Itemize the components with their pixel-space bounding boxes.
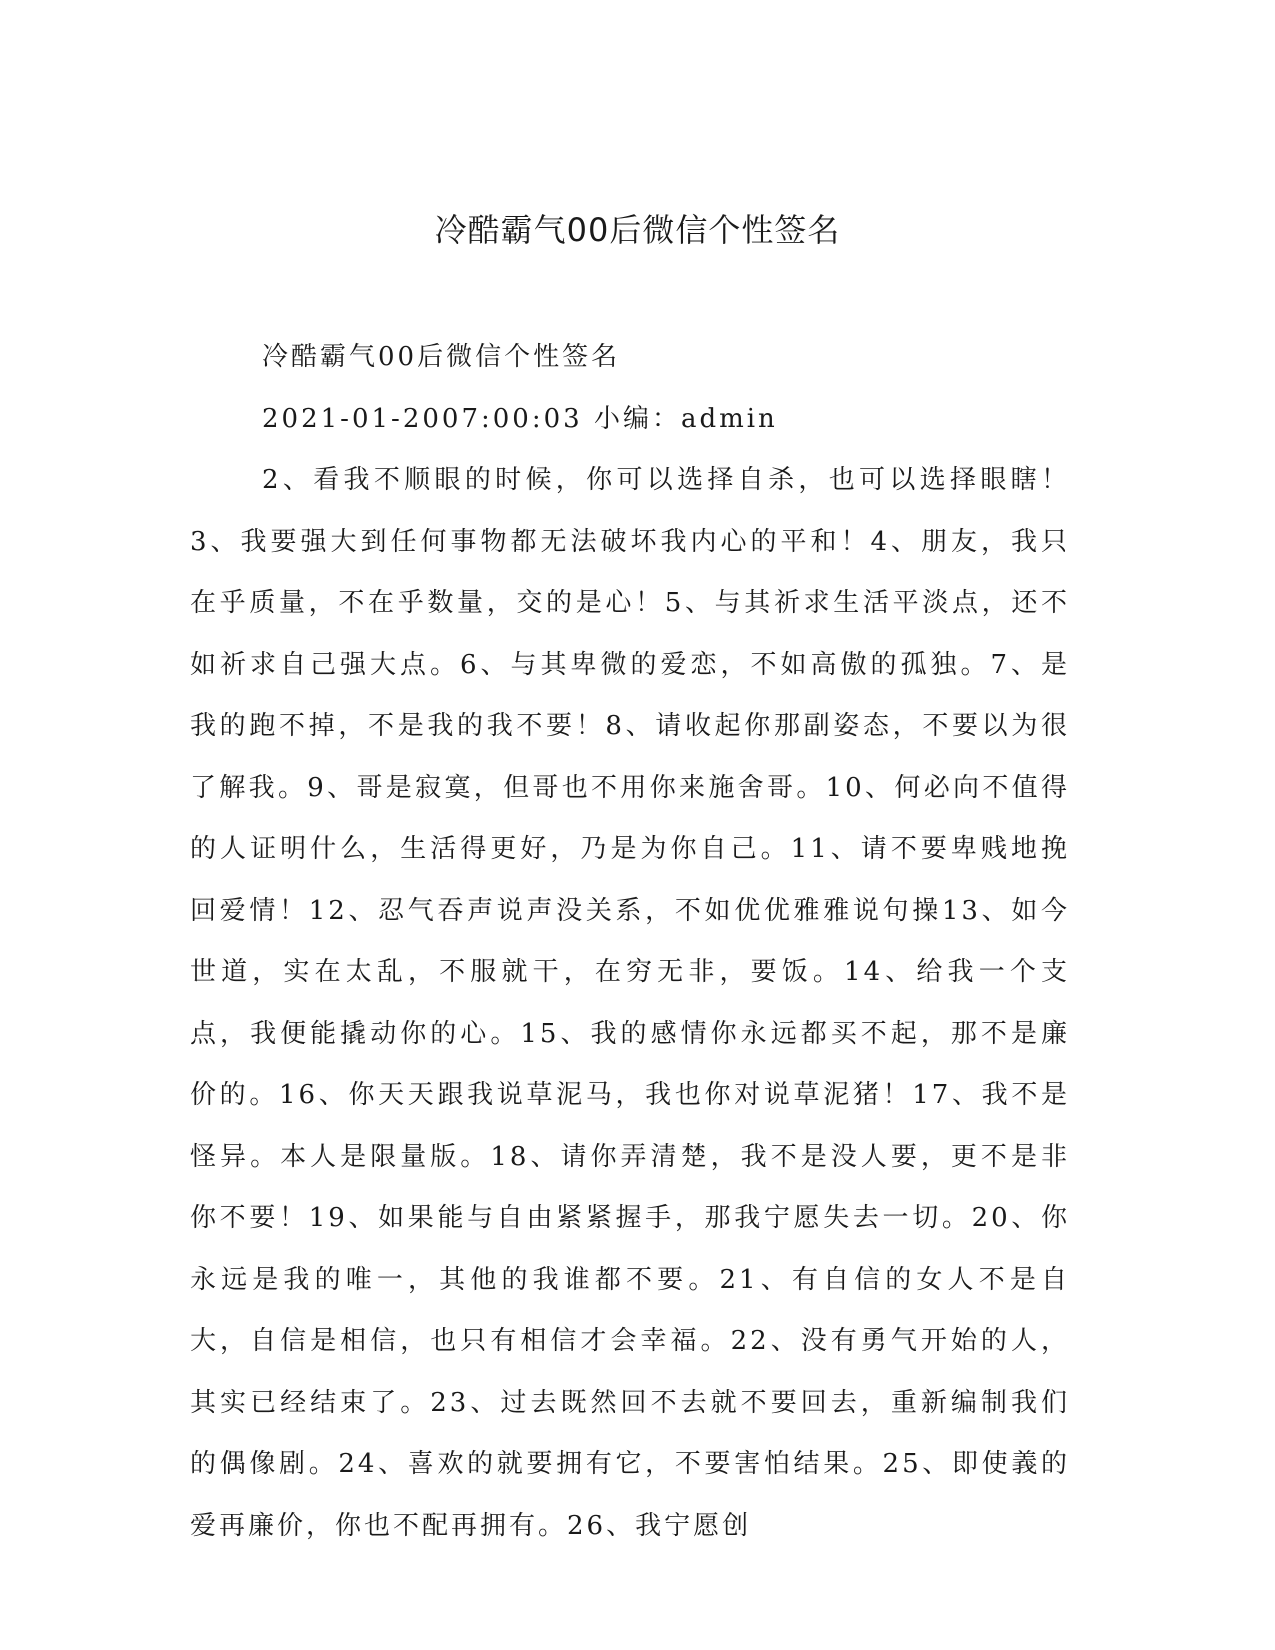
document-body: 2、看我不顺眼的时候，你可以选择自杀，也可以选择眼瞎！3、我要强大到任何事物都无法破坏我内心的平和！4、朋友，我只在乎质量，不在乎数量，交的是心！5、与其祈求生活平淡点，还不如祈求自己强大点。6、与其卑微的爱恋，不如高傲的孤独。7、是我的跑不掉，不是我的我不要！8、请收起你那副姿态，不要以为很了解我。9、哥是寂寞，但哥也不用你来施舍哥。10、何必向不值得的人证明什么，生活得更好，乃是为你自己。11、请不要卑贱地挽回爱情！12、忍气吞声说声没关系，不如优优雅雅说句操13、如今世道，实在太乱，不服就干，在穷无非，要饭。14、给我一个支点，我便能撬动你的心。15、我的感情你永远都买不起，那不是廉价的。16、你天天跟我说草泥马，我也你对说草泥猪！17、我不是怪异。本人是限量版。18、请你弄清楚，我不是没人要，更不是非你不要！19、如果能与自由紧紧握手，那我宁愿失去一切。20、你永远是我的唯一，其他的我谁都不要。21、有自信的女人不是自大，自信是相信，也只有相信才会幸福。22、没有勇气开始的人，其实已经结束了。23、过去既然回不去就不要回去，重新编制我们的偶像剧。24、喜欢的就要拥有它，不要害怕结果。25、即使義的爱再廉价，你也不配再拥有。26、我宁愿创 [190, 465, 1070, 1541]
document-content [190, 327, 1070, 1557]
document-title: 冷酷霸气00后微信个性签名 [434, 211, 841, 249]
document-subtitle: 冷酷霸气00后微信个性签名 [262, 342, 621, 372]
document-meta: 2021-01-2007:00:03 小编：admin [262, 403, 778, 434]
